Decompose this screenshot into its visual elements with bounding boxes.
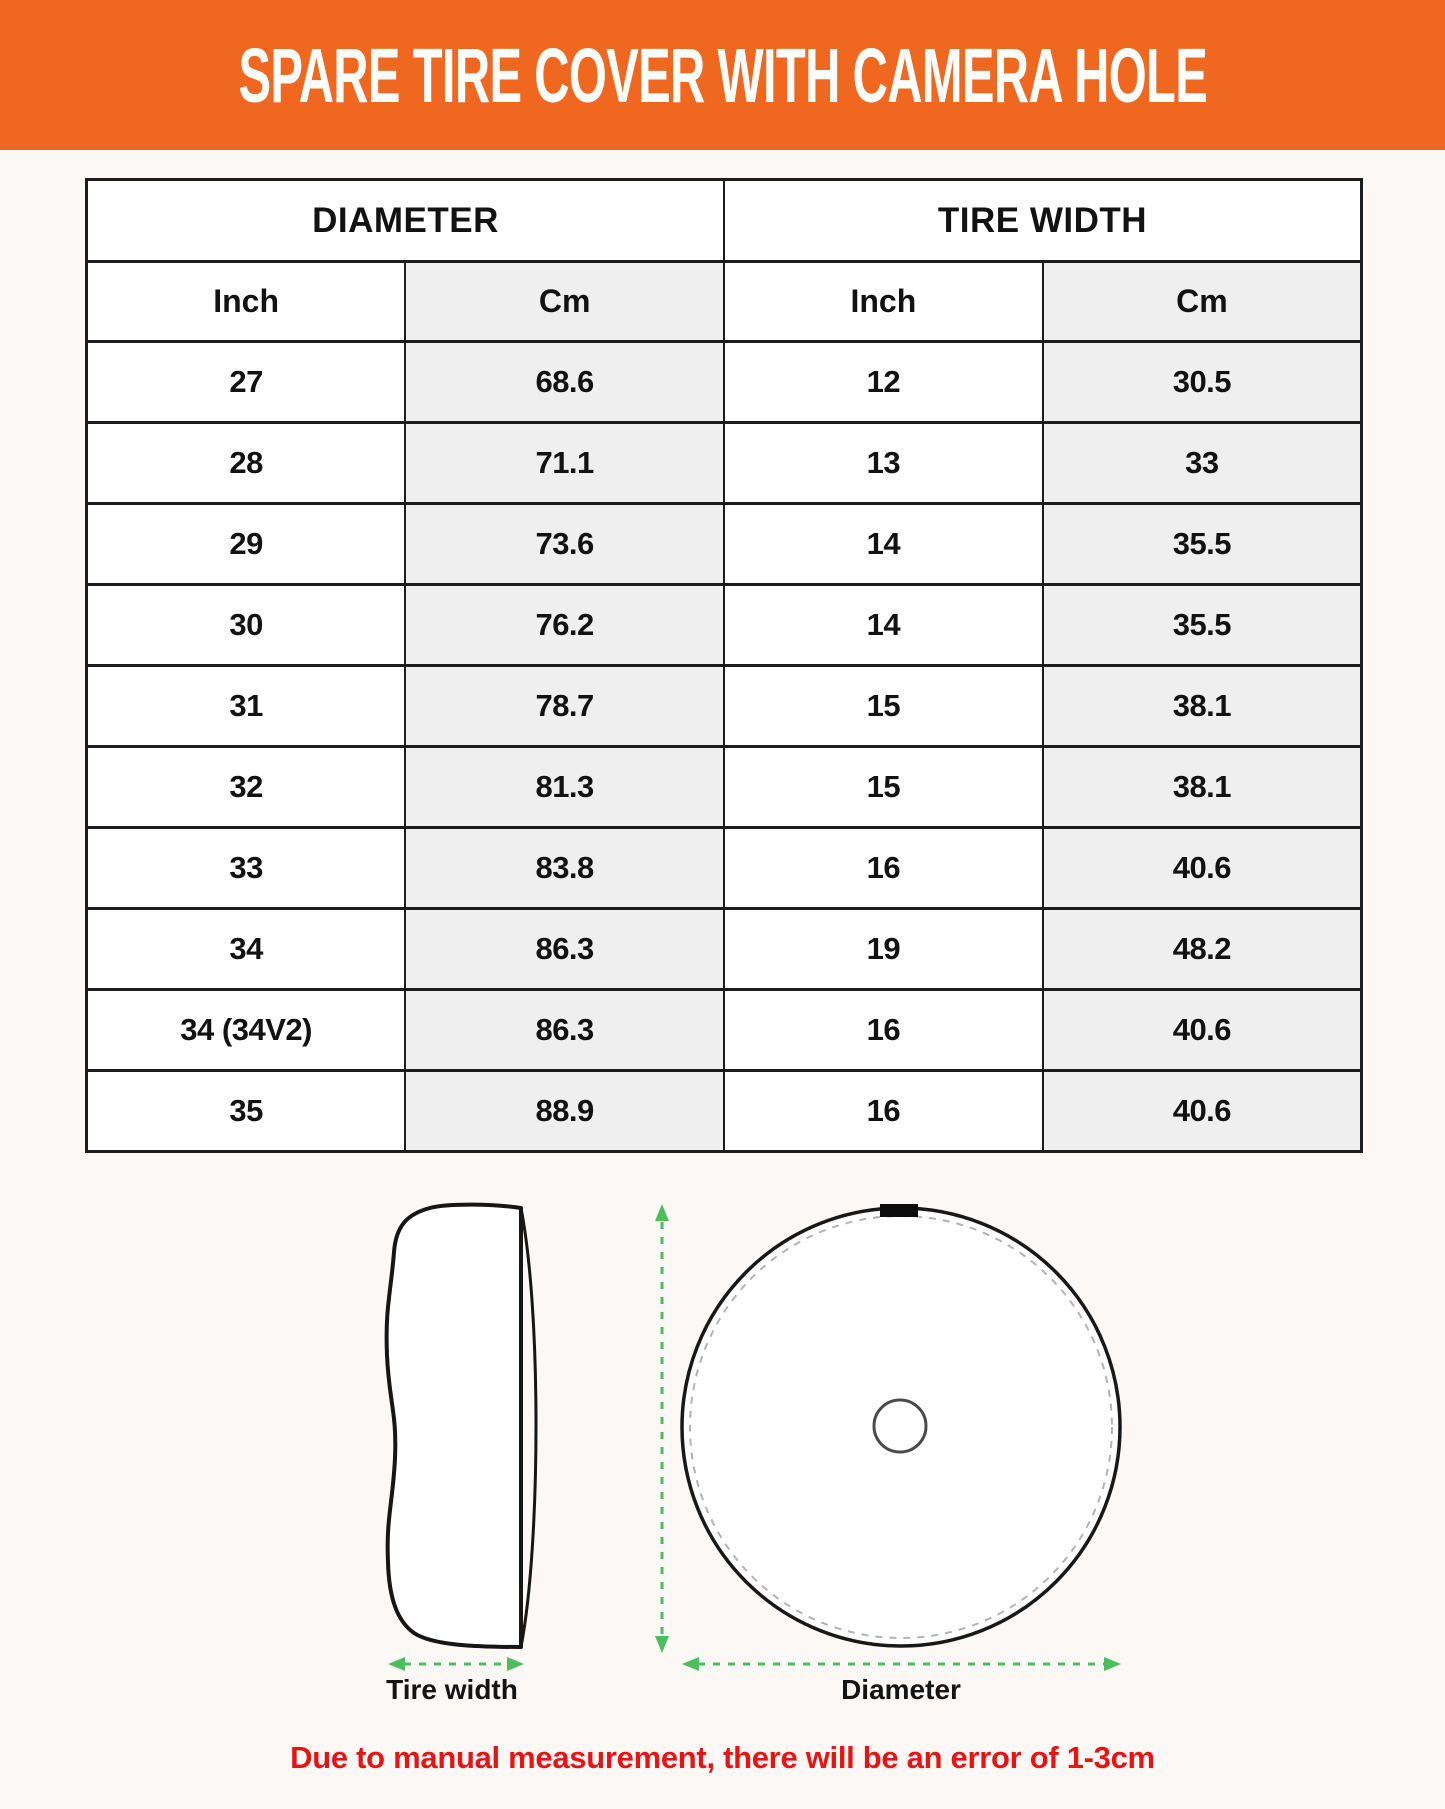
table-cell: 19 — [724, 909, 1043, 990]
size-table — [85, 178, 1363, 1153]
table-cell: 34 — [87, 909, 406, 990]
table-cell: 15 — [724, 666, 1043, 747]
table-unit-header-row — [87, 262, 1362, 342]
table-cell: 16 — [724, 990, 1043, 1071]
table-row — [87, 990, 1362, 1071]
group-header-diameter: DIAMETER — [87, 180, 725, 262]
table-cell: 38.1 — [1043, 747, 1362, 828]
table-cell: 13 — [724, 423, 1043, 504]
table-cell: 88.9 — [405, 1071, 724, 1152]
table-cell: 12 — [724, 342, 1043, 423]
table-cell: 76.2 — [405, 585, 724, 666]
table-cell: 71.1 — [405, 423, 724, 504]
tire-tread-edge — [521, 1208, 536, 1647]
table-row — [87, 585, 1362, 666]
table-row — [87, 1071, 1362, 1152]
diameter-arrow-horizontal — [682, 1657, 1121, 1671]
top-notch-marker — [880, 1204, 918, 1217]
diameter-label: Diameter — [841, 1674, 961, 1705]
unit-header-diameter-cm: Cm — [405, 262, 724, 342]
header-banner — [0, 0, 1445, 150]
table-row — [87, 828, 1362, 909]
tire-width-arrow — [388, 1657, 524, 1671]
table-cell: 38.1 — [1043, 666, 1362, 747]
table-cell: 33 — [87, 828, 406, 909]
table-cell: 34 (34V2) — [87, 990, 406, 1071]
diameter-arrow-vertical — [655, 1204, 669, 1653]
table-cell: 30 — [87, 585, 406, 666]
table-cell: 40.6 — [1043, 1071, 1362, 1152]
table-cell: 40.6 — [1043, 990, 1362, 1071]
camera-hole — [874, 1400, 926, 1452]
table-cell: 78.7 — [405, 666, 724, 747]
table-row — [87, 909, 1362, 990]
measurement-note: Due to manual measurement, there will be an error of 1-3cm — [290, 1740, 1155, 1775]
page-title: SPARE TIRE COVER WITH CAMERA HOLE — [238, 31, 1207, 119]
table-cell: 15 — [724, 747, 1043, 828]
table-cell: 30.5 — [1043, 342, 1362, 423]
table-cell: 40.6 — [1043, 828, 1362, 909]
tire-width-label: Tire width — [386, 1674, 518, 1705]
table-cell: 27 — [87, 342, 406, 423]
table-cell: 28 — [87, 423, 406, 504]
table-row — [87, 504, 1362, 585]
tire-front-view — [682, 1204, 1120, 1646]
table-cell: 35 — [87, 1071, 406, 1152]
table-cell: 83.8 — [405, 828, 724, 909]
table-cell: 68.6 — [405, 342, 724, 423]
table-cell: 48.2 — [1043, 909, 1362, 990]
table-cell: 14 — [724, 504, 1043, 585]
table-cell: 35.5 — [1043, 504, 1362, 585]
unit-header-diameter-inch: Inch — [87, 262, 406, 342]
unit-header-width-cm: Cm — [1043, 262, 1362, 342]
table-row — [87, 423, 1362, 504]
table-cell: 35.5 — [1043, 585, 1362, 666]
table-cell: 81.3 — [405, 747, 724, 828]
table-group-header-row — [87, 180, 1362, 262]
table-cell: 86.3 — [405, 990, 724, 1071]
table-cell: 86.3 — [405, 909, 724, 990]
group-header-tire-width: TIRE WIDTH — [724, 180, 1362, 262]
table-cell: 16 — [724, 828, 1043, 909]
table-row — [87, 666, 1362, 747]
table-row — [87, 747, 1362, 828]
table-cell: 33 — [1043, 423, 1362, 504]
table-cell: 32 — [87, 747, 406, 828]
unit-header-width-inch: Inch — [724, 262, 1043, 342]
table-cell: 73.6 — [405, 504, 724, 585]
table-cell: 29 — [87, 504, 406, 585]
table-cell: 31 — [87, 666, 406, 747]
tire-side-view — [387, 1205, 536, 1647]
table-cell: 14 — [724, 585, 1043, 666]
table-row — [87, 342, 1362, 423]
tire-measurement-diagram — [0, 1150, 1445, 1725]
table-cell: 16 — [724, 1071, 1043, 1152]
